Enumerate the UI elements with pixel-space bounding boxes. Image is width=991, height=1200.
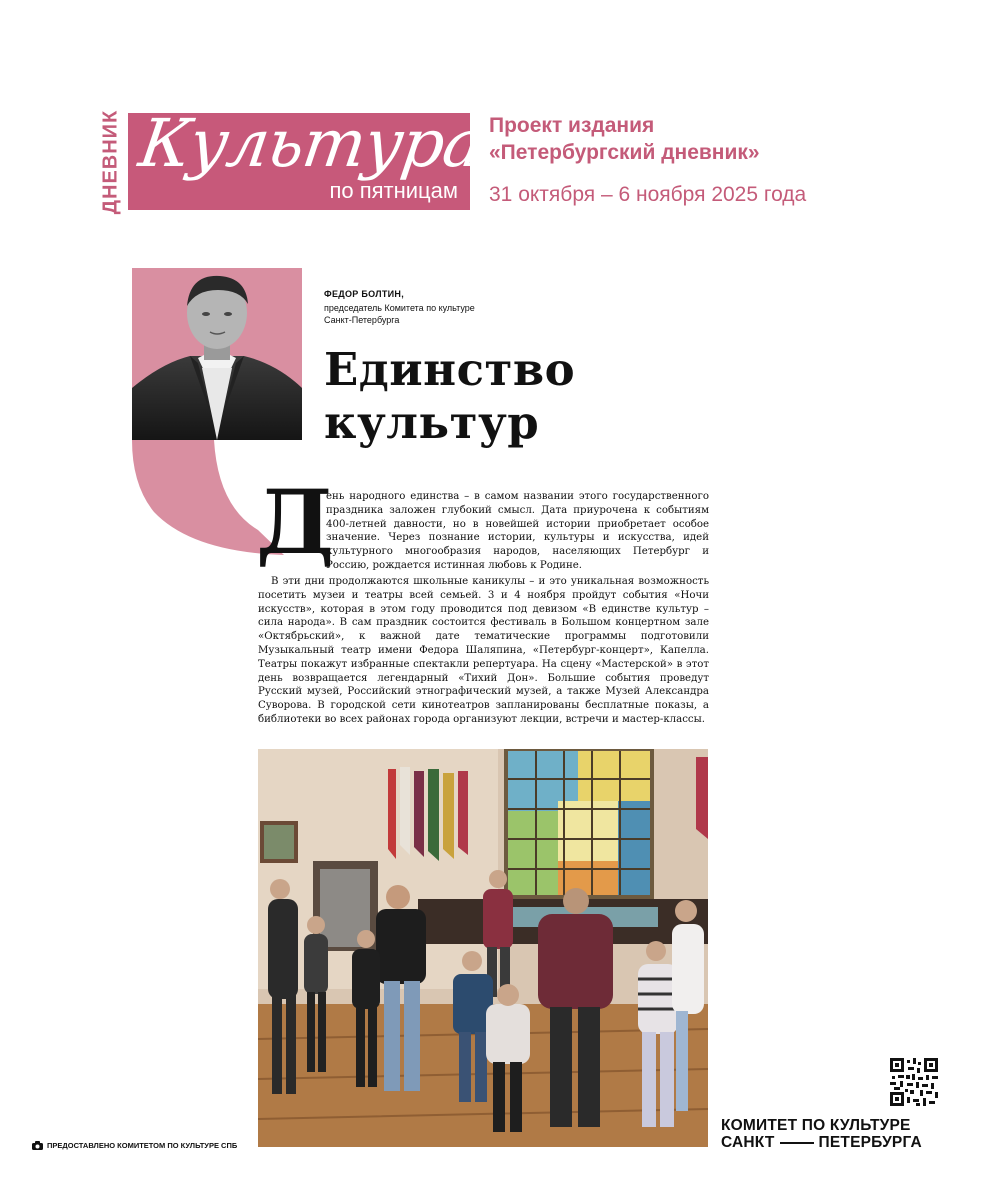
project-line-2: «Петербургский дневник» [489, 141, 760, 164]
museum-visit-photo [258, 749, 708, 1147]
qr-code-icon[interactable] [890, 1058, 938, 1106]
masthead-logo [128, 105, 488, 210]
committee-logo: КОМИТЕТ ПО КУЛЬТУРЕ САНКТ ПЕТЕРБУРГА [721, 1117, 922, 1151]
drop-cap: Д [256, 470, 335, 574]
masthead-vertical-label: ДНЕВНИК [99, 109, 122, 215]
camera-icon [32, 1141, 43, 1150]
issue-dates: 31 октября – 6 ноября 2025 года [489, 183, 807, 206]
masthead-subtitle: по пятницам [329, 178, 458, 203]
article-headline: Единство культур [324, 343, 576, 449]
masthead-title: Культура [134, 105, 488, 182]
author-portrait [132, 268, 302, 440]
author-role: председатель Комитета по культуре Санкт-Петербурга [324, 303, 475, 325]
article-body-paragraph: В эти дни продолжаются школьные каникулы – и это уникальная возможность посетить музеи и театры всей семьей. 3 и 4 ноября пройдут события «Ночи искусств», которая в этом году проводится под девизом «В единстве культур – сила народа». В сам праздник состоится фестиваль в Большом концертном зале «Октябрьский», к важной дате тематические программы подготовили Музыкальный театр имени Федора Шаляпина, «Петербург-концерт», Капелла. Театры покажут избранные спектакли репертуара. На сцену «Мастерской» в этот день возвращается легендарный «Тихий Дон». Большие события проведут Русский музей, Российский этнографический музей, а также Музей Александра Суворова. В городской сети кинотеатров запланированы бесплатные показы, а библиотеки во всех районах города организуют лекции, встречи и мастер-классы. [258, 576, 709, 725]
logo-dash [780, 1142, 814, 1144]
author-name: ФЕДОР БОЛТИН, [324, 289, 405, 299]
project-line-1: Проект издания [489, 114, 655, 137]
photo-credit: ПРЕДОСТАВЛЕНО КОМИТЕТОМ ПО КУЛЬТУРЕ СПБ [32, 1141, 237, 1150]
article-lead-paragraph: ень народного единства – в самом названии этого государственного праздника заложен глубокий смысл. Дата приурочена к событиям 400-летней давности, но в новейшей истории приобретает особое значение. Через познание истории, культуры и искусства, идей культурного многообразия народов, населяющих Петербург и Россию, рождается истинная любовь к Родине. [326, 491, 709, 571]
